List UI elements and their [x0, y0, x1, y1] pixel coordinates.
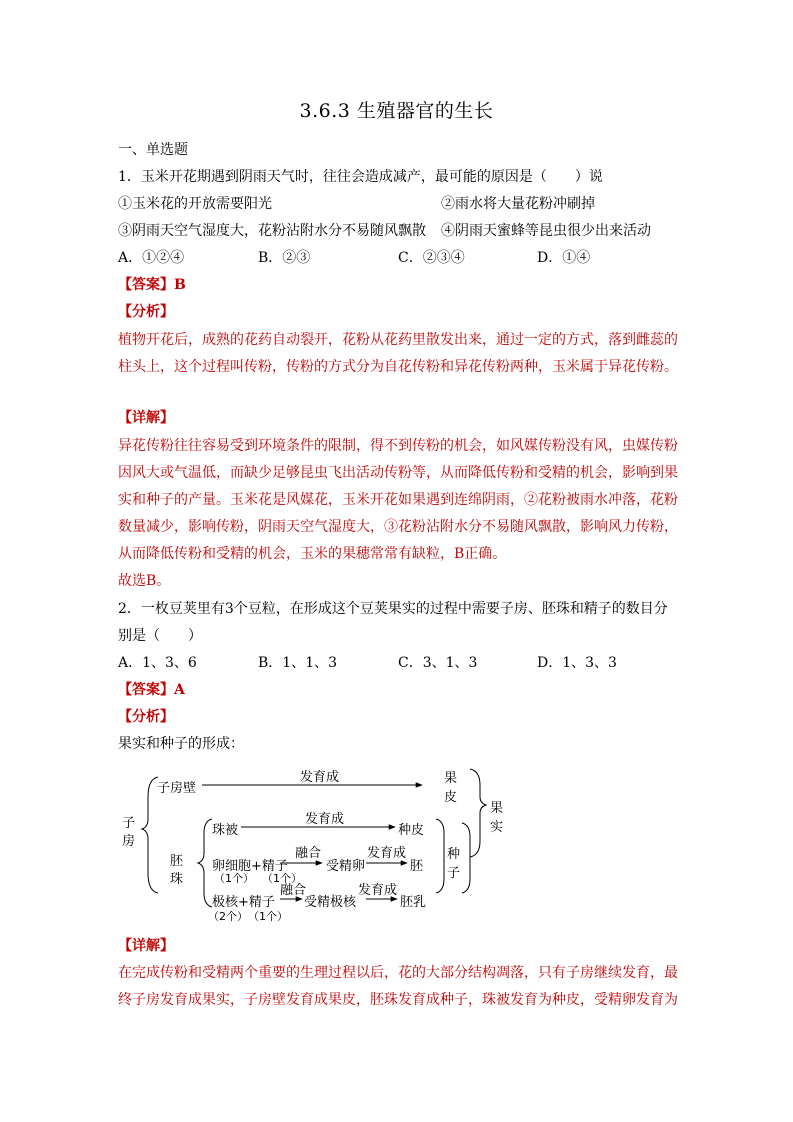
- diagram-zygote: 受精卵: [326, 859, 366, 874]
- diagram-ovary-1: 子: [122, 816, 136, 831]
- ovary-brace: [142, 777, 158, 893]
- q2-option-c: C．3、1、3: [398, 655, 478, 671]
- diagram-develop-label: 发育成: [300, 770, 340, 785]
- diagram-egg-sperm: 卵细胞+精子: [212, 859, 288, 874]
- q1-statement-3: ③阴雨天空气湿度大，花粉沾附水分不易随风飘散: [118, 223, 426, 239]
- diagram-ovule-2: 珠: [170, 872, 184, 887]
- diagram-ovule-1: 胚: [170, 854, 184, 869]
- q1-analysis-label: 【分析】: [118, 304, 174, 320]
- diagram-fruit-2: 实: [490, 820, 504, 835]
- q1-stem: 1．玉米开花期遇到阴雨天气时，往往会造成减产，最可能的原因是（ ）说: [118, 169, 603, 185]
- q1-option-b: B．②③: [258, 250, 311, 266]
- diagram-count-sperm-2: （1个）: [248, 910, 288, 923]
- diagram-develop-label: 发育成: [358, 883, 398, 898]
- q2-option-d: D．1、3、3: [537, 655, 617, 671]
- q1-conclusion: 故选B。: [118, 573, 171, 589]
- q1-option-d: D．①④: [537, 250, 591, 266]
- q1-analysis-line: 植物开花后，成熟的花药自动裂开，花粉从花药里散发出来，通过一定的方式，落到雌蕊的: [118, 332, 678, 348]
- fruit-brace: [470, 769, 486, 857]
- q1-statement-4: ④阴雨天蜜蜂等昆虫很少出来活动: [441, 223, 651, 239]
- diagram-embryo: 胚: [410, 859, 424, 874]
- q2-detail-label: 【详解】: [118, 938, 174, 954]
- diagram-endosperm: 胚乳: [400, 895, 427, 910]
- q1-detail-line: 异花传粉往往容易受到环境条件的限制，得不到传粉的机会，如风媒传粉没有风，虫媒传粉: [118, 438, 678, 454]
- q1-option-c: C．②③④: [398, 250, 465, 266]
- diagram-count-egg: （1个）: [214, 872, 254, 885]
- q2-stem-line: 别是（ ）: [118, 628, 202, 644]
- q2-answer: 【答案】A: [118, 682, 185, 698]
- q1-analysis-line: 柱头上，这个过程叫传粉，传粉的方式分为自花传粉和异花传粉两种，玉米属于异花传粉。: [118, 359, 678, 375]
- diagram-ovary-wall: 子房壁: [157, 781, 197, 796]
- diagram-ovary-2: 房: [122, 834, 136, 849]
- diagram-pericarp-2: 皮: [444, 790, 458, 805]
- diagram-develop-label: 发育成: [305, 812, 345, 827]
- section-heading: 一、单选题: [118, 142, 188, 158]
- diagram-fruit-1: 果: [490, 801, 504, 816]
- q2-option-a: A．1、3、6: [118, 655, 197, 671]
- q1-detail-line: 从而降低传粉和受精的机会，玉米的果穗常常有缺粒，B正确。: [118, 546, 507, 562]
- ovule-brace: [198, 819, 212, 907]
- page-title: 3.6.3 生殖器官的生长: [299, 100, 494, 122]
- q1-detail-label: 【详解】: [118, 410, 174, 426]
- q1-detail-line: 因风大或气温低，而缺少足够昆虫飞出活动传粉等，从而降低传粉和受精的机会，影响到果: [118, 465, 678, 481]
- diagram-polar-sperm: 极核+精子: [212, 895, 275, 910]
- q2-detail-line: 终子房发育成果实，子房壁发育成果皮，胚珠发育成种子，珠被发育为种皮，受精卵发育为: [118, 992, 678, 1008]
- q2-stem-line: 2．一枚豆荚里有3个豆粒，在形成这个豆荚果实的过程中需要子房、胚珠和精子的数目分: [118, 601, 668, 617]
- q1-detail-line: 数量减少，影响传粉，阴雨天空气湿度大，③花粉沾附水分不易随风飘散，影响风力传粉，: [118, 519, 678, 535]
- diagram-pericarp-1: 果: [444, 771, 458, 786]
- q1-statement-2: ②雨水将大量花粉冲刷掉: [441, 196, 595, 212]
- q1-detail-line: 实和种子的产量。玉米花是风媒花，玉米开花如果遇到连绵阴雨，②花粉被雨水冲落，花粉: [118, 492, 678, 508]
- diagram-develop-label: 发育成: [367, 846, 407, 861]
- diagram-seed-2: 子: [447, 866, 461, 881]
- q1-option-a: A．①②④: [118, 250, 185, 266]
- diagram-seed-coat: 种皮: [398, 823, 425, 838]
- q2-option-b: B．1、1、3: [258, 655, 338, 671]
- q2-analysis-label: 【分析】: [118, 709, 174, 725]
- diagram-count-polar: （2个）: [208, 910, 248, 923]
- diagram-fuse-label: 融合: [295, 846, 322, 861]
- q2-analysis-intro: 果实和种子的形成：: [118, 736, 244, 752]
- diagram-fuse-label: 融合: [280, 883, 307, 898]
- q1-statement-1: ①玉米花的开放需要阳光: [118, 196, 272, 212]
- diagram-seed-1: 种: [447, 847, 461, 862]
- q2-detail-line: 在完成传粉和受精两个重要的生理过程以后，花的大部分结构凋落，只有子房继续发育，最: [118, 965, 678, 981]
- diagram-fertilized-polar: 受精极核: [304, 895, 357, 910]
- seed-bracket-right: [462, 823, 470, 893]
- diagram-count-sperm: （1个）: [262, 872, 302, 885]
- q1-answer: 【答案】B: [118, 277, 186, 293]
- diagram-integument: 珠被: [212, 823, 239, 838]
- seed-bracket-left: [436, 819, 444, 893]
